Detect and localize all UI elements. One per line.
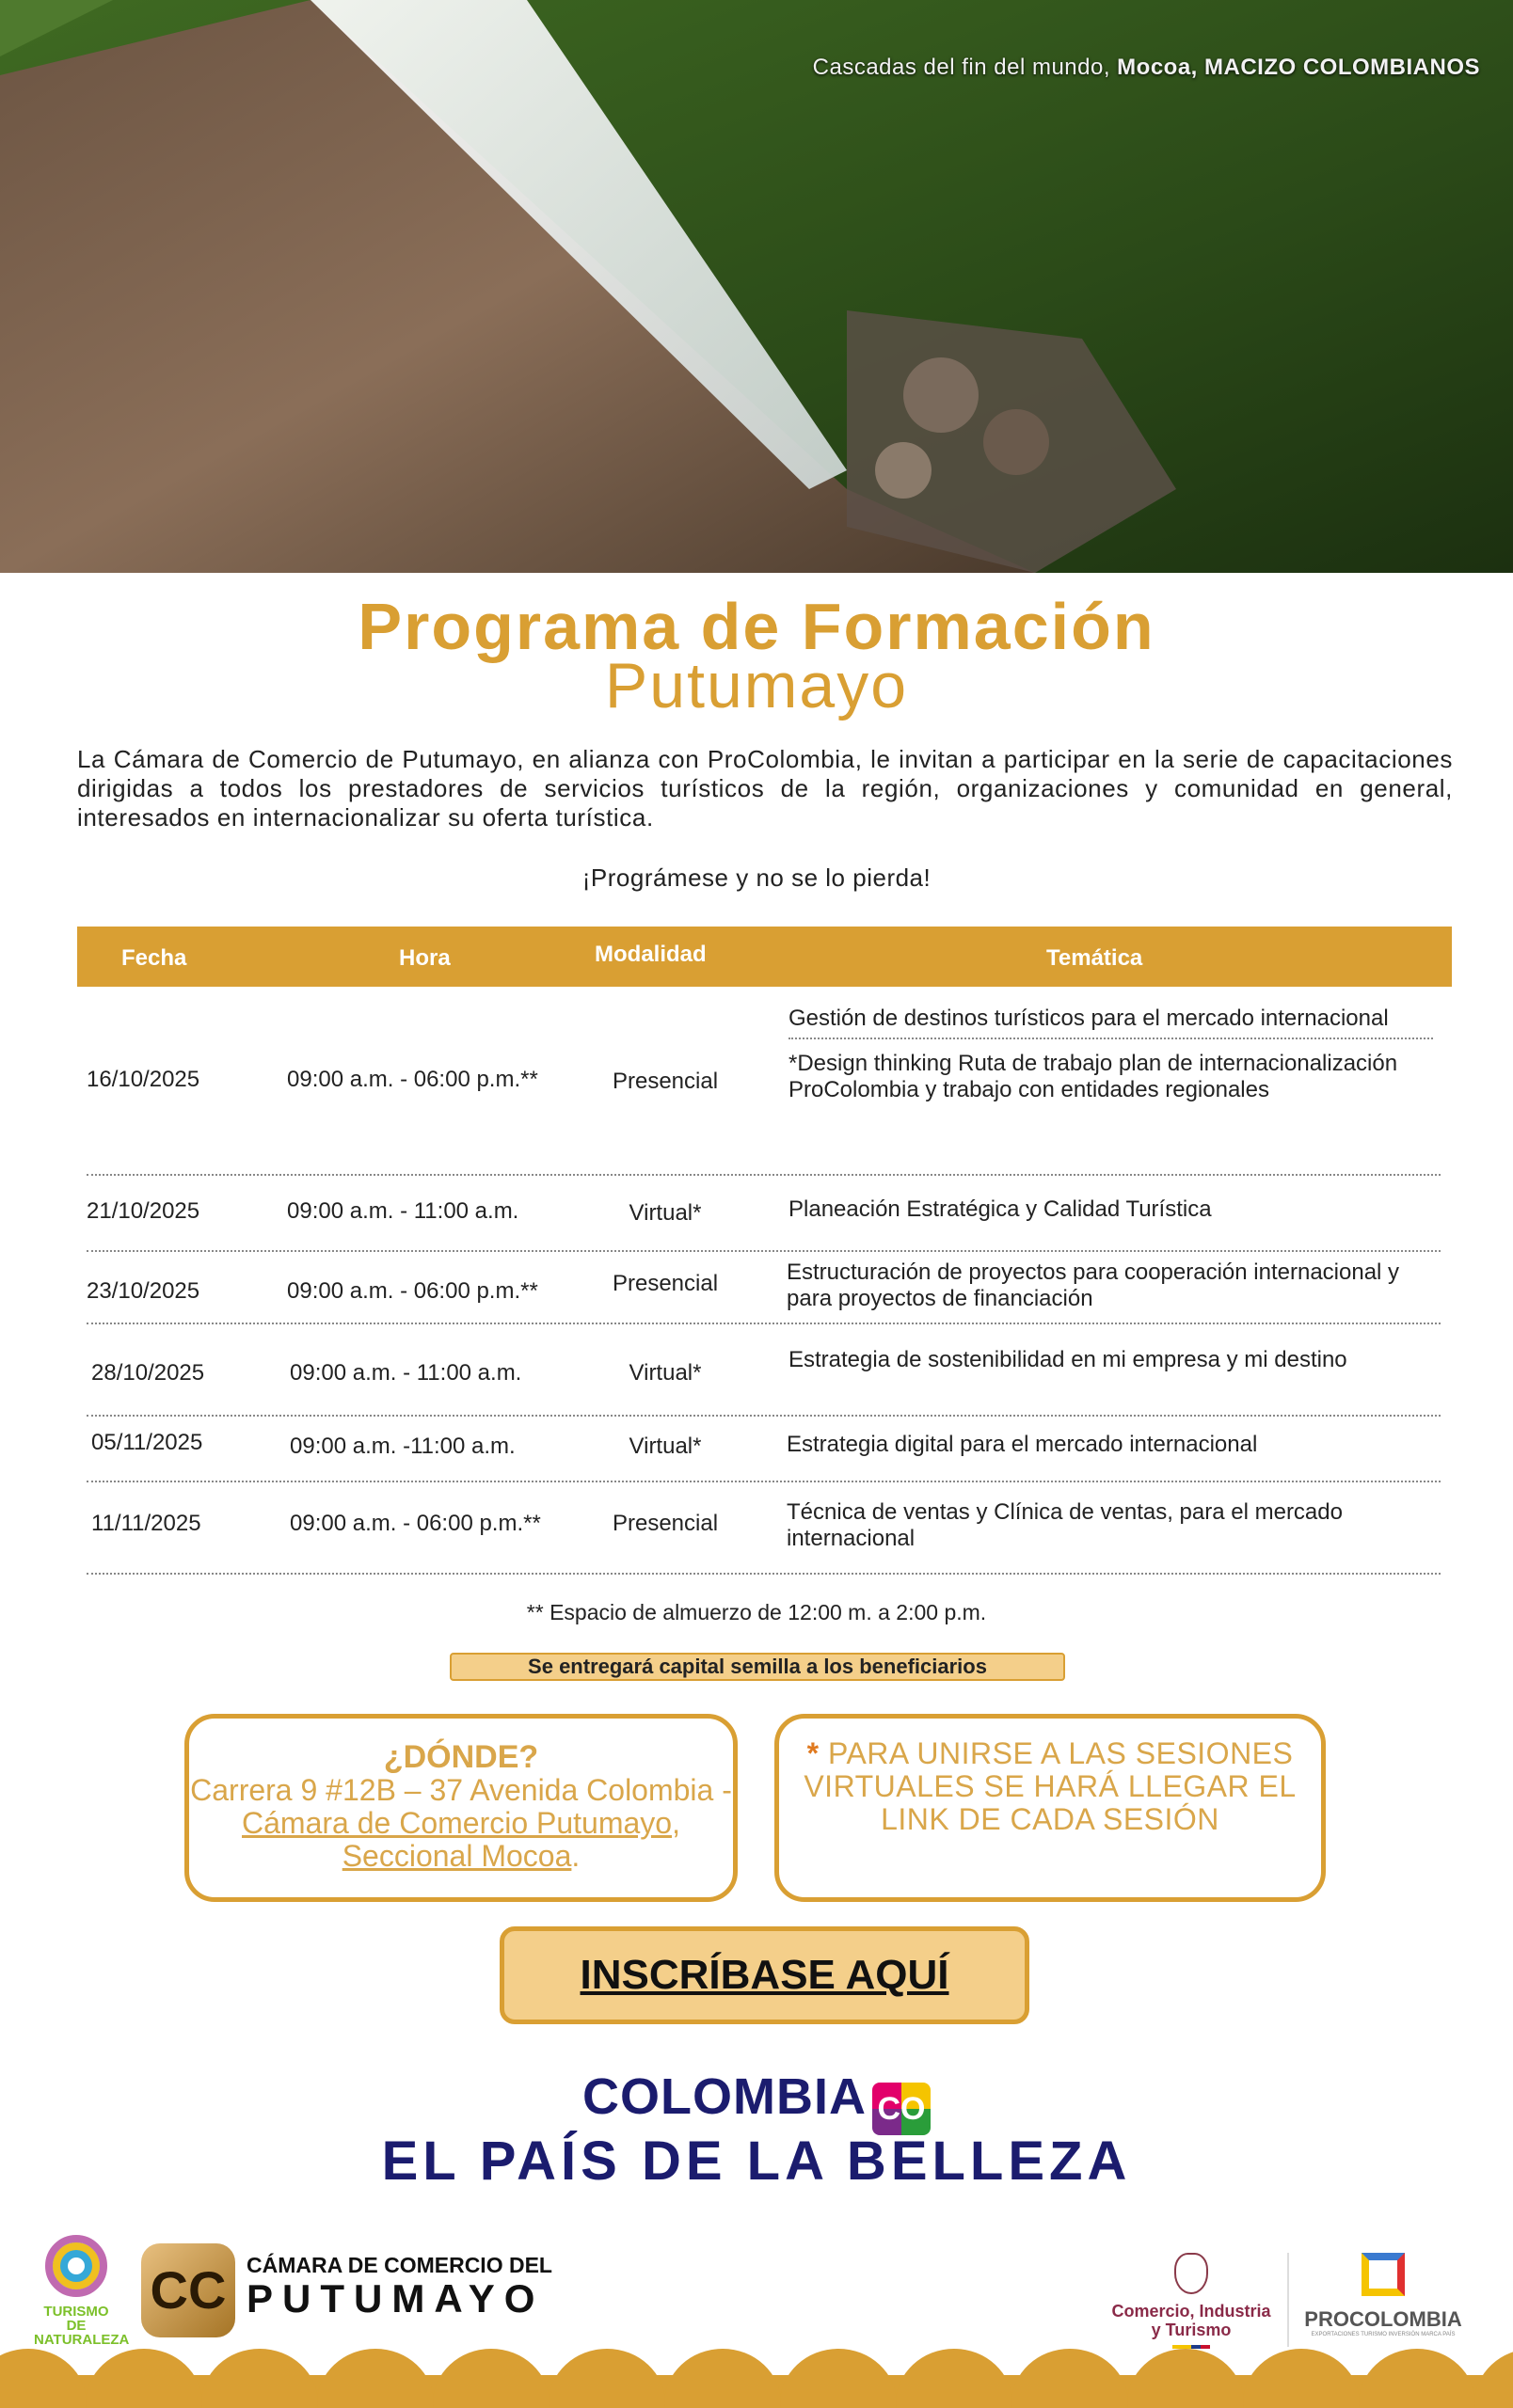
turismo-naturaleza-logo: TURISMO DE NATURALEZA (34, 2235, 119, 2343)
scalloped-footer (0, 2347, 1513, 2408)
cell-fecha: 28/10/2025 (91, 1360, 205, 1386)
header-tematica: Temática (1046, 945, 1143, 971)
location-heading: ¿DÓNDE? (383, 1739, 539, 1775)
scallop (896, 2349, 1012, 2408)
photo-caption: Cascadas del fin del mundo, Mocoa, MACIZO COLOMBIANOS (812, 55, 1480, 80)
cell-fecha: 21/10/2025 (87, 1198, 200, 1224)
page-title: Programa de Formación (358, 590, 1155, 663)
scallop (433, 2349, 549, 2408)
location-address: Carrera 9 #12B – 37 Avenida Colombia - Cámara de Comercio Putumayo, Seccional Mocoa. (190, 1773, 732, 1873)
header-fecha: Fecha (121, 945, 187, 971)
cell-fecha: 11/11/2025 (91, 1511, 201, 1536)
lunch-note: ** Espacio de almuerzo de 12:00 m. a 2:00 p.m. (526, 1600, 987, 1624)
cell-tematica: Técnica de ventas y Clínica de ventas, para el mercado internacional (787, 1499, 1343, 1551)
co-badge-icon: CO (872, 2083, 931, 2135)
waterfall-image (0, 0, 1513, 573)
table-row (87, 1482, 1441, 1575)
cell-hora: 09:00 a.m. -11:00 a.m. (290, 1434, 516, 1459)
hero-photo (0, 0, 1513, 573)
coat-of-arms-icon (1174, 2253, 1208, 2294)
table-header (77, 927, 1452, 987)
scallop (317, 2349, 434, 2408)
mincit-logo: Comercio, Industria y Turismo (1107, 2253, 1276, 2349)
cta-line: ¡Prográmese y no se lo pierda! (581, 863, 932, 892)
cell-hora: 09:00 a.m. - 06:00 p.m.** (290, 1511, 541, 1536)
table-row (87, 1176, 1441, 1252)
brand-tagline: EL PAÍS DE LA BELLEZA (381, 2131, 1132, 2192)
scallop (1011, 2349, 1128, 2408)
scallop (664, 2349, 781, 2408)
scallop (201, 2349, 318, 2408)
table-row (87, 987, 1441, 1176)
scallop (1359, 2349, 1475, 2408)
camara-name-bottom: PUTUMAYO (247, 2276, 545, 2321)
colombia-brand-logo: COLOMBIA CO (0, 2067, 1513, 2135)
scallop (1127, 2349, 1244, 2408)
procolombia-logo: PROCOLOMBIA EXPORTACIONES TURISMO INVERSIÓN MARCA PAÍS (1298, 2253, 1468, 2337)
cell-hora: 09:00 a.m. - 11:00 a.m. (290, 1360, 522, 1386)
cell-tematica (788, 1006, 1433, 1103)
topic: *Design thinking Ruta de trabajo plan de internacionalización ProColombia y trabajo con entidades regionales (788, 1051, 1398, 1102)
intro-paragraph: La Cámara de Comercio de Putumayo, en alianza con ProColombia, le invitan a participar en la serie de capacitaciones dirigidas a todos los prestadores de servicios turísticos de la región, organizaciones y comunidad en general, interesados en internacionalizar su oferta turística. (77, 745, 1453, 832)
spiral-icon (45, 2235, 107, 2297)
cell-fecha: 16/10/2025 (87, 1067, 200, 1092)
cell-hora: 09:00 a.m. - 06:00 p.m.** (287, 1067, 538, 1092)
cell-tematica: Estrategia de sostenibilidad en mi empresa y mi destino (788, 1347, 1347, 1372)
location-link[interactable]: Cámara de Comercio Putumayo, Seccional Mocoa (242, 1806, 680, 1873)
cell-hora: 09:00 a.m. - 06:00 p.m.** (287, 1278, 538, 1304)
cell-fecha: 23/10/2025 (87, 1278, 200, 1304)
scallop (86, 2349, 202, 2408)
cell-tematica: Estrategia digital para el mercado internacional (787, 1432, 1258, 1457)
table-row (87, 1252, 1441, 1324)
table-row (87, 1324, 1441, 1417)
scallop (549, 2349, 665, 2408)
cell-tematica: Planeación Estratégica y Calidad Turística (788, 1196, 1212, 1222)
divider (1287, 2253, 1289, 2347)
page-subtitle: Putumayo (604, 650, 909, 721)
seed-capital-banner: Se entregará capital semilla a los beneficiarios (450, 1653, 1065, 1681)
header-hora: Hora (399, 945, 451, 971)
scallop (1243, 2349, 1360, 2408)
camara-logo-icon: CC (141, 2243, 235, 2337)
cell-modalidad: Presencial (612, 1069, 719, 1094)
asterisk: * (806, 1736, 820, 1770)
header-modalidad: Modalidad (595, 942, 707, 967)
scallop (780, 2349, 897, 2408)
virtual-note: PARA UNIRSE A LAS SESIONES VIRTUALES SE HARÁ LLEGAR EL LINK DE CADA SESIÓN (804, 1736, 1297, 1836)
procolombia-square-icon (1362, 2253, 1405, 2296)
cell-modalidad: Presencial (612, 1271, 719, 1296)
table-row (87, 1417, 1441, 1482)
cell-modalidad: Virtual* (629, 1200, 702, 1226)
virtual-sessions-box (774, 1714, 1326, 1902)
location-box (184, 1714, 738, 1902)
schedule-table (77, 927, 1452, 1575)
cell-modalidad: Presencial (612, 1511, 719, 1536)
topic: Gestión de destinos turísticos para el mercado internacional (788, 1006, 1433, 1039)
cell-tematica: Estructuración de proyectos para cooperación internacional y para proyectos de financiación (787, 1259, 1400, 1311)
register-button[interactable]: INSCRÍBASE AQUÍ (500, 1926, 1029, 2024)
cell-modalidad: Virtual* (629, 1360, 702, 1386)
camara-name-top: CÁMARA DE COMERCIO DEL (247, 2253, 552, 2277)
cell-fecha: 05/11/2025 (91, 1430, 203, 1455)
cell-hora: 09:00 a.m. - 11:00 a.m. (287, 1198, 519, 1224)
cell-modalidad: Virtual* (629, 1434, 702, 1459)
scallop (0, 2349, 87, 2408)
